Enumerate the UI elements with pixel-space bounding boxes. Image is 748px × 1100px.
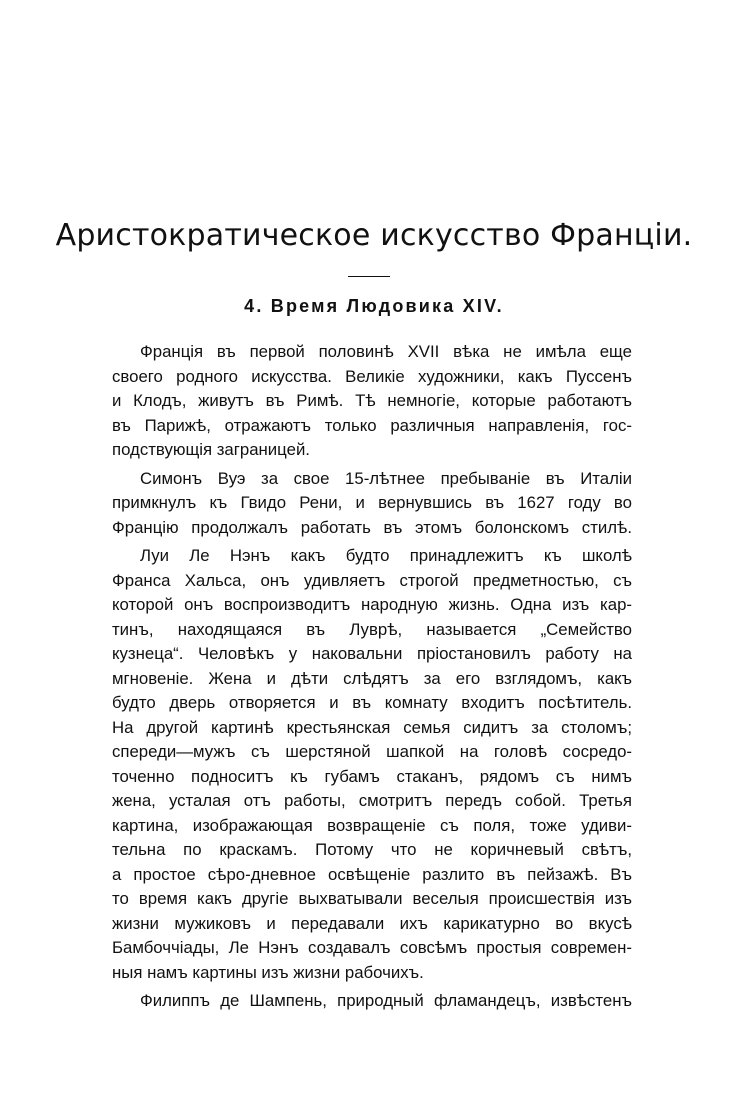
text-line: а простое сѣро-дневное освѣщеніе разлито въ пейзажѣ. Въ — [112, 864, 632, 884]
text-line: подствующія заграницей. — [112, 440, 310, 459]
text-line: На другой картинѣ крестьянская семья сидитъ за столомъ; — [112, 717, 632, 737]
paragraph — [112, 340, 632, 463]
paragraph — [112, 989, 632, 1014]
text-line: Бамбоччіады, Ле Нэнъ создавалъ совсѣмъ простыя современ- — [112, 938, 632, 957]
text-line: тинъ, находящаяся въ Луврѣ, называется „Семейство — [112, 619, 632, 639]
section-heading: 4. Время Людовика XIV. — [244, 296, 504, 316]
text-line: Францію продолжалъ работать въ этомъ болонскомъ стилѣ. — [112, 517, 632, 537]
text-line: Филиппъ де Шампень, природный фламандецъ, извѣстенъ — [140, 991, 632, 1010]
text-line: кузнеца“. Человѣкъ у наковальни пріостановилъ работу на — [112, 644, 632, 663]
text-line: будто дверь отворяется и въ комнату входитъ посѣтитель. — [112, 693, 632, 712]
text-line: въ Парижѣ, отражаютъ только различныя направленія, гос- — [112, 415, 632, 435]
body-text — [112, 340, 632, 1014]
text-line: точенно подноситъ къ губамъ стаканъ, рядомъ съ нимъ — [112, 766, 632, 786]
text-line: Франція въ первой половинѣ XVII вѣка не имѣла еще — [140, 342, 632, 361]
paragraph — [112, 467, 632, 541]
text-line: жизни мужиковъ и передавали ихъ карикатурно во вкусѣ — [112, 913, 632, 933]
text-line: картина, изображающая возвращеніе съ поля, тоже удиви- — [112, 815, 632, 835]
text-line: которой онъ воспроизводитъ народную жизнь. Одна изъ кар- — [112, 595, 632, 614]
title-divider — [348, 276, 390, 277]
text-line: мгновеніе. Жена и дѣти слѣдятъ за его взглядомъ, какъ — [112, 668, 632, 688]
paragraph — [112, 544, 632, 985]
text-line: примкнулъ къ Гвидо Рени, и вернувшись въ 1627 году во — [112, 493, 632, 512]
text-line: спереди—мужъ съ шерстяной шапкой на головѣ сосредо- — [112, 742, 632, 761]
text-line: Симонъ Вуэ за свое 15-лѣтнее пребываніе въ Италіи — [140, 468, 632, 488]
text-line: то время какъ другіе выхватывали веселыя происшествія изъ — [112, 889, 632, 908]
text-line: и Клодъ, живутъ въ Римѣ. Тѣ немногіе, которые работаютъ — [112, 391, 632, 410]
text-line: своего родного искусства. Великіе художники, какъ Пуссенъ — [112, 366, 632, 386]
text-line: жена, усталая отъ работы, смотритъ передъ собой. Третья — [112, 791, 632, 810]
text-line: ныя намъ картины изъ жизни рабочихъ. — [112, 962, 424, 982]
text-line: Франса Хальса, онъ удивляетъ строгой предметностью, съ — [112, 570, 632, 590]
text-line: Луи Ле Нэнъ какъ будто принадлежитъ къ школѣ — [140, 546, 632, 565]
chapter-title: Аристократическое искусство Франціи. — [55, 218, 693, 253]
text-line: тельна по краскамъ. Потому что не коричневый свѣтъ, — [112, 840, 632, 859]
